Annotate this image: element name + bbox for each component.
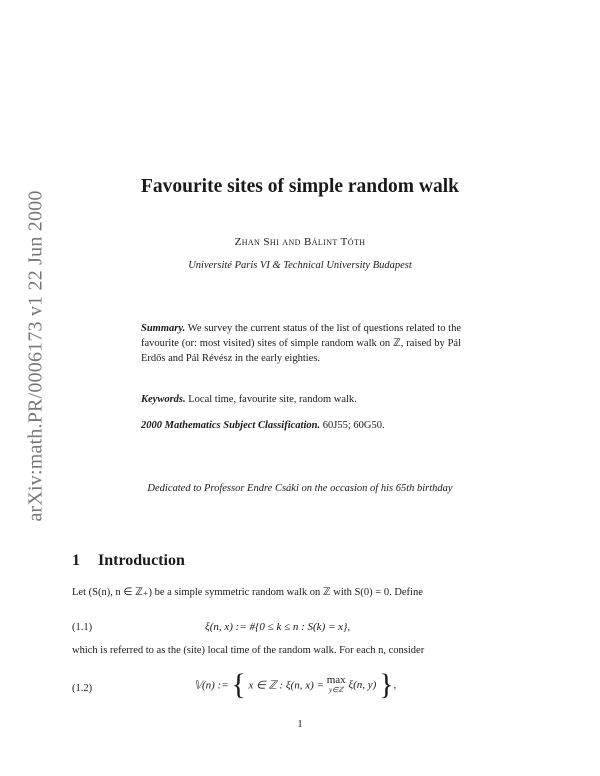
msc-block (141, 418, 461, 433)
equation-2-trailing: , (393, 679, 397, 691)
authors: Zhan Shi and Bálint Tóth (234, 236, 366, 248)
page-number: 1 (297, 719, 303, 730)
section-title: Introduction (98, 552, 185, 569)
equation-2-max-sub: y∈ℤ (328, 686, 344, 694)
paragraph-2: which is referred to as the (site) local time of the random walk. For each n, consider (72, 645, 425, 656)
arxiv-identifier-text: arXiv:math.PR/0006173 v1 22 Jun 2000 (24, 190, 47, 522)
section-number: 1 (72, 552, 80, 569)
equation-1: ξ(n, x) := #{0 ≤ k ≤ n : S(k) = x}, (205, 621, 351, 633)
affiliation: Université Paris VI & Technical University Budapest (188, 260, 412, 271)
equation-2-inner-left: x ∈ ℤ : ξ(n, x) = (248, 679, 324, 692)
keywords-text: Local time, favourite site, random walk. (188, 394, 357, 405)
equation-2-lhs: 𝕍(n) := (194, 679, 229, 692)
keywords-label: Keywords. (141, 394, 186, 405)
equation-2-max (327, 675, 346, 695)
paragraph-1: Let (S(n), n ∈ ℤ₊) be a simple symmetric random walk on ℤ with S(0) = 0. Define (72, 587, 423, 598)
equation-2-open-brace: { (231, 668, 246, 701)
keywords-block (141, 392, 461, 407)
section-heading (72, 552, 185, 570)
equation-1-number: (1.1) (72, 622, 93, 633)
equation-2-number: (1.2) (72, 683, 93, 694)
summary-text: We survey the current status of the list of questions related to the favourite (or: most visited) sites of simple random walk on ℤ, raised by Pál Erdős and Pál Révész in the early eighties. (141, 323, 461, 364)
equation-2-close-brace: } (379, 668, 394, 701)
msc-label: 2000 Mathematics Subject Classification. (141, 420, 321, 431)
msc-text: 60J55; 60G50. (322, 420, 385, 431)
equation-2-max-op: max (326, 674, 346, 686)
summary-label: Summary. (141, 323, 186, 334)
summary-block (141, 321, 461, 366)
dedication: Dedicated to Professor Endre Csáki on the occasion of his 65th birthday (147, 483, 453, 494)
equation-2-inner-right: ξ(n, y) (348, 679, 377, 691)
equation-2 (194, 670, 396, 704)
paper-title: Favourite sites of simple random walk (141, 176, 459, 197)
